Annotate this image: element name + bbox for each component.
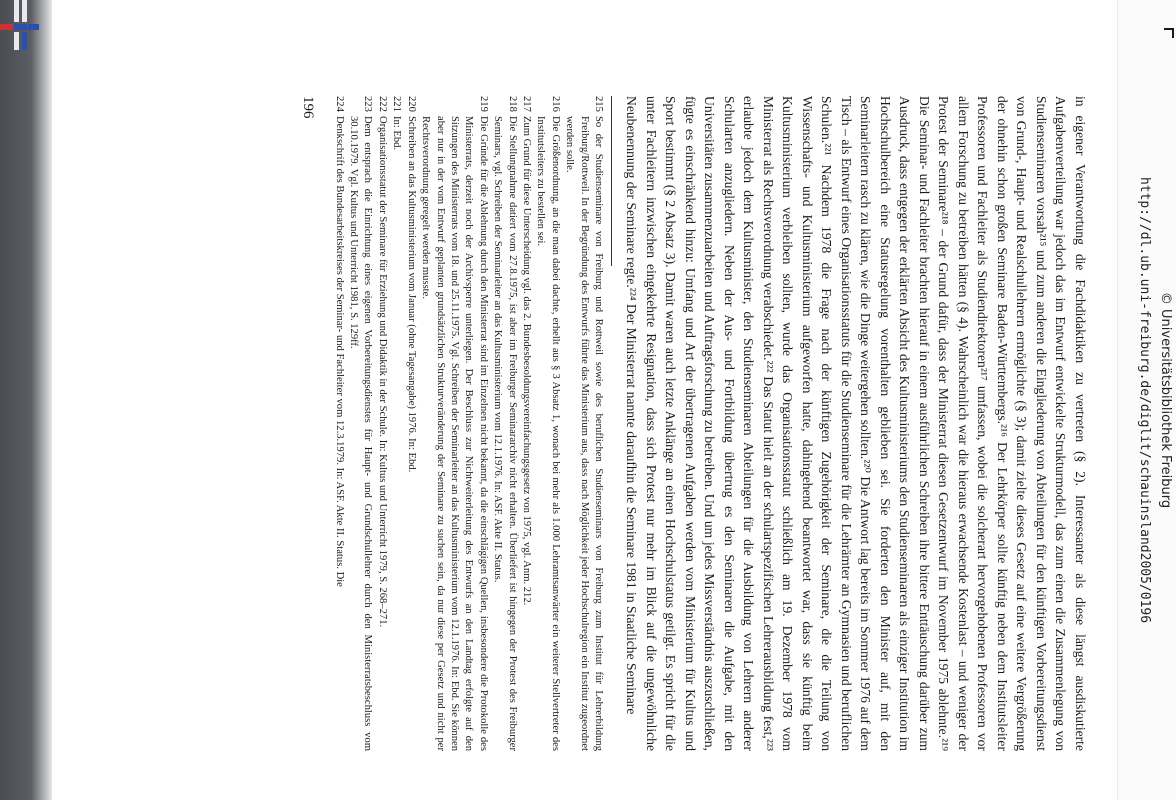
viewer-sidebar — [0, 0, 52, 800]
body-text: in eigener Verantwortung die Fachdidaktiken zu vertreten (§ 2). Interessanter als diese längst ausdiskutierte Aufgabenverteilung war jedoch das im Entwurf entwickelte Strukturmodell, das zum einen die Zusammenlegung von Studienseminaren vorsah²¹⁵ und zum anderen die Eingliederung von Abteilungen für den künftigen Vorbereitungsdienst von Grund-, Haupt- und Realschullehrern ermöglichte (§ 3); damit zielte dieses Gesetz auf eine weitere Vergrößerung der ohnehin schon großen Seminare Baden-Württembergs.²¹⁶ Der Lehrkörper sollte künftig neben dem Institutsleiter Professoren und Fachleiter als Studiendirektoren²¹⁷ umfassen, wobei die solcherart hervorgehobenen Professoren vor allem Forschung zu betreiben hätten (§ 4). Wahrscheinlich war die hieraus erwachsende Kostenlast – und weniger der Protest der Seminare²¹⁸ – der Grund dafür, dass der Ministerrat diesen Gesetzentwurf im November 1975 ablehnte.²¹⁹ Die Seminar- und Fachleiter brachten hierauf in einem ausführlichen Schreiben ihre bittere Enttäuschung darüber zum Ausdruck, dass entgegen der erklärten Absicht des Kultusministeriums den Studienseminaren als einziger Institution im Hochschulbereich eine Statusregelung vorenthalten geblieben sei. Sie forderten den Minister auf, mit den Seminarleitern rasch zu klären, wie die Dinge weitergehen sollten.²²⁰ Die Antwort lag bereits im Sommer 1976 auf dem Tisch – als Entwurf eines Organisationsstatuts für die Studienseminare für die Lehrämter an Gymnasien und beruflichen Schulen.²²¹ Nachdem 1978 die Frage nach der künftigen Zugehörigkeit der Seminare, die die Teilung von Wissenschafts- und Kultusministerium aufgeworfen hatte, dahingehend beantwortet war, dass sie künftig beim Kultusministerium verbleiben sollten, wurde das Organisationsstatut schließlich am 19. Dezember 1978 vom Ministerrat als Rechtsverordnung verabschiedet.²²² Das Statut hielt an der schulartspezifischen Lehrerausbildung fest,²²³ erlaubte jedoch dem Kultusminister, den Studienseminaren Abteilungen für die Ausbildung von Lehrern anderer Schularten anzugliedern. Neben der Aus- und Fortbildung übertrug es den Seminaren die Aufgabe, mit den Universitäten zusammenzuarbeiten und Auftragsforschung zu betreiben. Und um jedes Missverständnis auszuschließen, fügte es einschränkend hinzu: Umfang und Art der übertragenen Aufgaben werden vom Ministerium für Kultus und Sport bestimmt (§ 2 Absatz 3). Damit waren auch letzte Anklänge an einen Hochschulstatus getilgt. Es spricht für die unter Fachleitern inzwischen eingekehrte Resignation, dass sich Protest nur mehr im Blick auf die ungewöhnliche Neubenennung der Seminare regte.²²⁴ Der Ministerrat nannte daraufhin die Seminare 1981 in Staatliche Seminare — [624, 96, 1088, 751]
footnote-divider — [611, 96, 612, 266]
footnote: 215 So der Studienseminare von Freiburg und Rottweil sowie des beruflichen Studienseminars von Freiburg zum Institut für Lehrerbildung Freiburg/Rottweil. In der Begründung des Entwurfs führte das Ministerium aus, dass nach Möglichkeit jeder Hochschulregion ein Institut zugeordnet werden solle. — [564, 96, 604, 751]
footnote: 221 In: Ebd. — [391, 96, 403, 151]
footnote: 224 Denkschrift des Bundesarbeitskreises der Seminar- und Fachleiter vom 12.3.1979. In: ASF. Akte II. Status. Die — [333, 96, 345, 587]
footnote: 216 Die Größenordnung, an die man dabei dachte, erhellt aus § 3 Absatz 1, wonach bei mehr als 1.000 Lehramtsanwärter ein weiterer Stellvertreter des Institutsleiters zu bestellen sei. — [535, 96, 561, 751]
page-number: 196 — [300, 96, 317, 119]
footnote: 217 Zum Grund für diese Unterscheidung vgl. das 2. Bundesbesoldungsvereinfachungsgesetz von 1975, vgl. Anm. 212. — [520, 96, 532, 606]
footnote: 223 Dem entsprach die Einrichtung eines eigenen Vorbereitungsdienstes für Haupt- und Grundschullehrer durch den Ministerratsbeschluss vom 30.10.1979. Vgl. Kultus und Unterricht 1981, S. 129ff. — [348, 96, 374, 751]
footnote: 222 Organisationsstatut der Seminare für Erziehung und Didaktik in der Schule. In: Kultus und Unterricht 1979, S. 268–271. — [376, 96, 388, 628]
footnote: 220 Schreiben an das Kultusministerium vom Januar (ohne Tagesangabe) 1976. In: Ebd. — [405, 96, 417, 473]
permalink-url[interactable]: http://dl.ub.uni-freiburg.de/diglit/schauinsland2005/0196 — [1137, 176, 1152, 624]
institution-logo-icon[interactable] — [0, 0, 52, 52]
footnote: 218 Die Stellungnahme datiert vom 27.8.1975, ist aber im Freiburger Seminararchiv nicht erhalten. Überliefert ist hingegen der Protest des Freiburger Seminars, vgl. Schreiben der Seminarleiter an das Kultusministerium vom 12.1.1976. In: ASF. Akte II. Status. — [492, 96, 518, 751]
footnote: 219 Die Gründe für die Ablehnung durch den Ministerrat sind im Einzelnen nicht bekannt, da die einschlägigen Quellen, insbesondere die Protokolle des Ministerrats, derzeit noch der Archivsperre unterliegen. Der Beschluss zur Nichtweiterleitung des Entwurfs an den Landtag erfolgte auf den Sitzungen des Ministerrats vom 18. und 25.11.1975. Vgl. Schreiben der Seminarleiter an das Kultusministerium vom 12.1.1976. In: Ebd. Sie können aber nur in der vom Entwurf geplanten grundsätzlichen Strukturveränderung der Seminare zu suchen sein, da nur diese per Gesetz und nicht per Rechtsverordnung geregelt werden musste. — [420, 96, 489, 751]
copyright-notice: © Universitätsbibliothek Freiburg — [1158, 291, 1173, 509]
footnotes — [331, 96, 605, 751]
scanned-page — [110, 96, 1090, 751]
